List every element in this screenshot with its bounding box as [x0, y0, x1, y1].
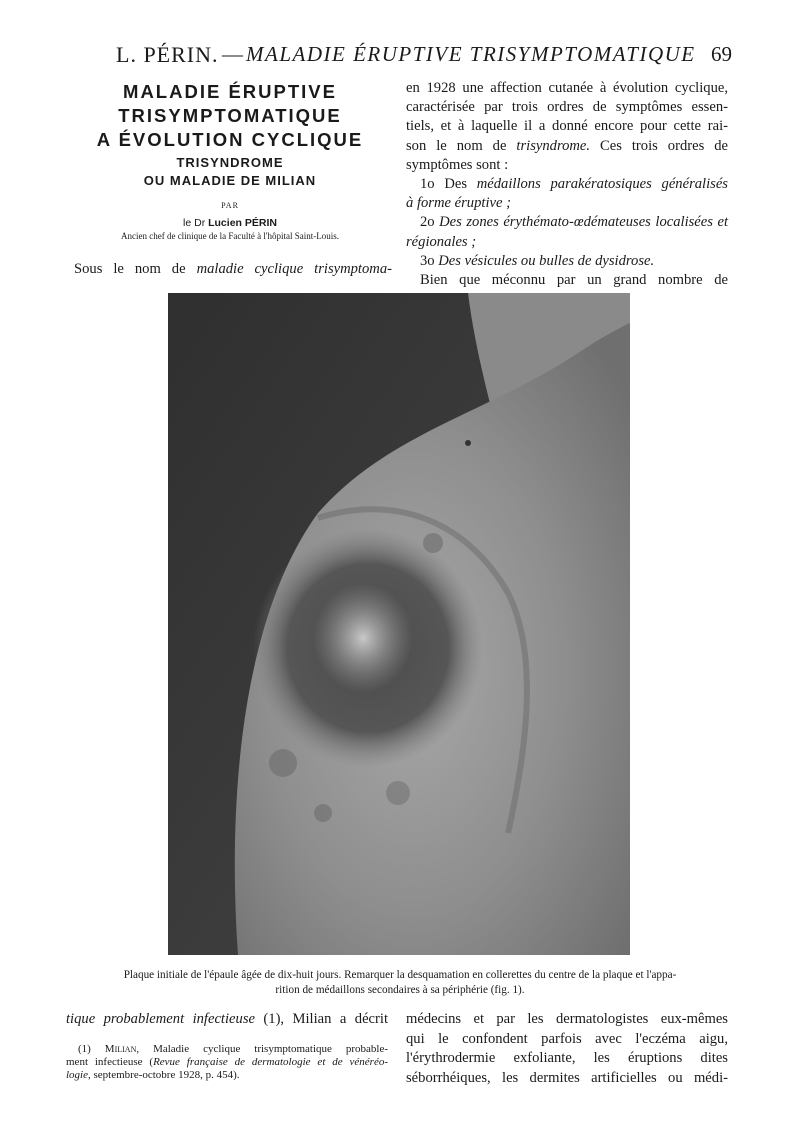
- header-separator: —: [222, 42, 243, 66]
- bottom-right-line-3: l'érythrodermie exfoliante, les éruptions dites: [406, 1050, 728, 1066]
- list-item-1-cont: [406, 195, 728, 214]
- footnote-line-1: [66, 1043, 388, 1056]
- right-body-last-line: Bien que méconnu par un grand nombre de: [420, 271, 728, 288]
- running-header: [0, 38, 800, 74]
- author-prefix: le Dr: [183, 217, 206, 229]
- right-body-line-4: [406, 138, 728, 157]
- article-title-block: [70, 80, 390, 242]
- author-affiliation: Ancien chef de clinique de la Faculté à l'hôpital Saint-Louis.: [120, 231, 340, 241]
- page-number: 69: [711, 42, 732, 66]
- footnote-author: Milian,: [104, 1043, 140, 1055]
- list-item-1-italic-cont: à forme éruptive ;: [406, 195, 511, 212]
- bottom-left-italic: tique probablement infectieuse: [66, 1011, 255, 1027]
- footnote-line-3: [66, 1069, 388, 1082]
- article-subtitle-line-1: TRISYNDROME: [176, 155, 284, 170]
- by-word: PAR: [221, 201, 239, 210]
- list-item-3-italic: Des vésicules ou bulles de dysidrose.: [438, 252, 655, 269]
- bottom-left-rest: (1), Milian a décrit: [254, 1011, 389, 1027]
- list-item-2-cont: [406, 234, 728, 253]
- list-item-3: [406, 253, 728, 272]
- right-column: [406, 80, 728, 291]
- footnote-line-2-italic: Revue française de dermatologie et de vénéréo-: [153, 1056, 388, 1068]
- bottom-right-line-1: médecins et par les dermatologistes eux-mêmes: [406, 1011, 728, 1027]
- author-name: Lucien PÉRIN: [208, 217, 277, 229]
- list-item-1-number: 1o: [420, 175, 435, 192]
- right-body-line-1: en 1928 une affection cutanée à évolution cyclique,: [406, 80, 728, 96]
- header-author: L. PÉRIN.: [116, 42, 219, 67]
- left-body-line: [74, 260, 392, 279]
- list-item-2-italic-cont: régionales ;: [406, 233, 477, 250]
- footnote-line-2-text: ment infectieuse (: [66, 1056, 154, 1068]
- author-line: [70, 216, 390, 230]
- right-body-line-2: caractérisée par trois ordres de symptômes essen-: [406, 99, 728, 116]
- list-item-1-italic: médaillons parakératosiques généralisés: [476, 175, 728, 192]
- list-item-2-number: 2o: [420, 214, 435, 231]
- list-item-3-number: 3o: [420, 252, 435, 269]
- article-title-line-1: MALADIE ÉRUPTIVE: [123, 81, 337, 102]
- right-body-line-3: tiels, et à laquelle il a donné encore pour cette rai-: [406, 118, 728, 135]
- article-title-line-3: A ÉVOLUTION CYCLIQUE: [96, 129, 364, 150]
- list-item-1: [406, 176, 728, 195]
- footnote-number: (1): [78, 1043, 105, 1055]
- bottom-left-body-line: [66, 1010, 388, 1029]
- right-body-line-4-pre: son le nom de: [406, 137, 517, 154]
- figure-caption: [62, 968, 738, 998]
- right-body-line-4-italic: trisyndrome.: [516, 137, 591, 154]
- footnote-line-1-rest: Maladie cyclique trisymptomatique probable-: [139, 1043, 388, 1055]
- footnote-line-2: [66, 1056, 388, 1069]
- left-body-prefix: Sous le nom de: [74, 261, 197, 277]
- figure-caption-line-2: rition de médaillons secondaires à sa périphérie (fig. 1).: [275, 984, 525, 996]
- bottom-right-line-2: qui le confondent parfois avec l'eczéma aigu,: [406, 1030, 728, 1047]
- list-item-2: [406, 214, 728, 233]
- bottom-left-column: [66, 1010, 388, 1082]
- article-title-line-2: TRISYMPTOMATIQUE: [118, 105, 342, 126]
- figure-photograph: [168, 293, 630, 955]
- footnote-line-3-italic: logie,: [66, 1069, 91, 1081]
- shoulder-photo-drawing: [168, 293, 630, 955]
- header-title: MALADIE ÉRUPTIVE TRISYMPTOMATIQUE: [246, 42, 696, 66]
- footnote-line-3-rest: septembre-octobre 1928, p. 454).: [90, 1069, 240, 1081]
- list-item-1-pre: Des: [444, 175, 477, 192]
- left-body-italic: maladie cyclique trisymptoma-: [196, 261, 392, 277]
- right-body-line-4-post: Ces trois ordres de: [590, 137, 728, 154]
- bottom-right-line-4: séborrhéiques, les dermites artificielles ou médi-: [406, 1069, 728, 1086]
- article-subtitle-line-2: OU MALADIE DE MILIAN: [143, 173, 317, 188]
- bottom-right-column: [406, 1010, 728, 1088]
- figure-caption-line-1: Plaque initiale de l'épaule âgée de dix-huit jours. Remarquer la desquamation en collerettes du centre de la plaque et l'appa-: [123, 969, 677, 981]
- list-item-2-italic: Des zones érythémato-œdémateuses localisées et: [439, 214, 728, 231]
- right-body-line-5: symptômes sont :: [406, 156, 509, 173]
